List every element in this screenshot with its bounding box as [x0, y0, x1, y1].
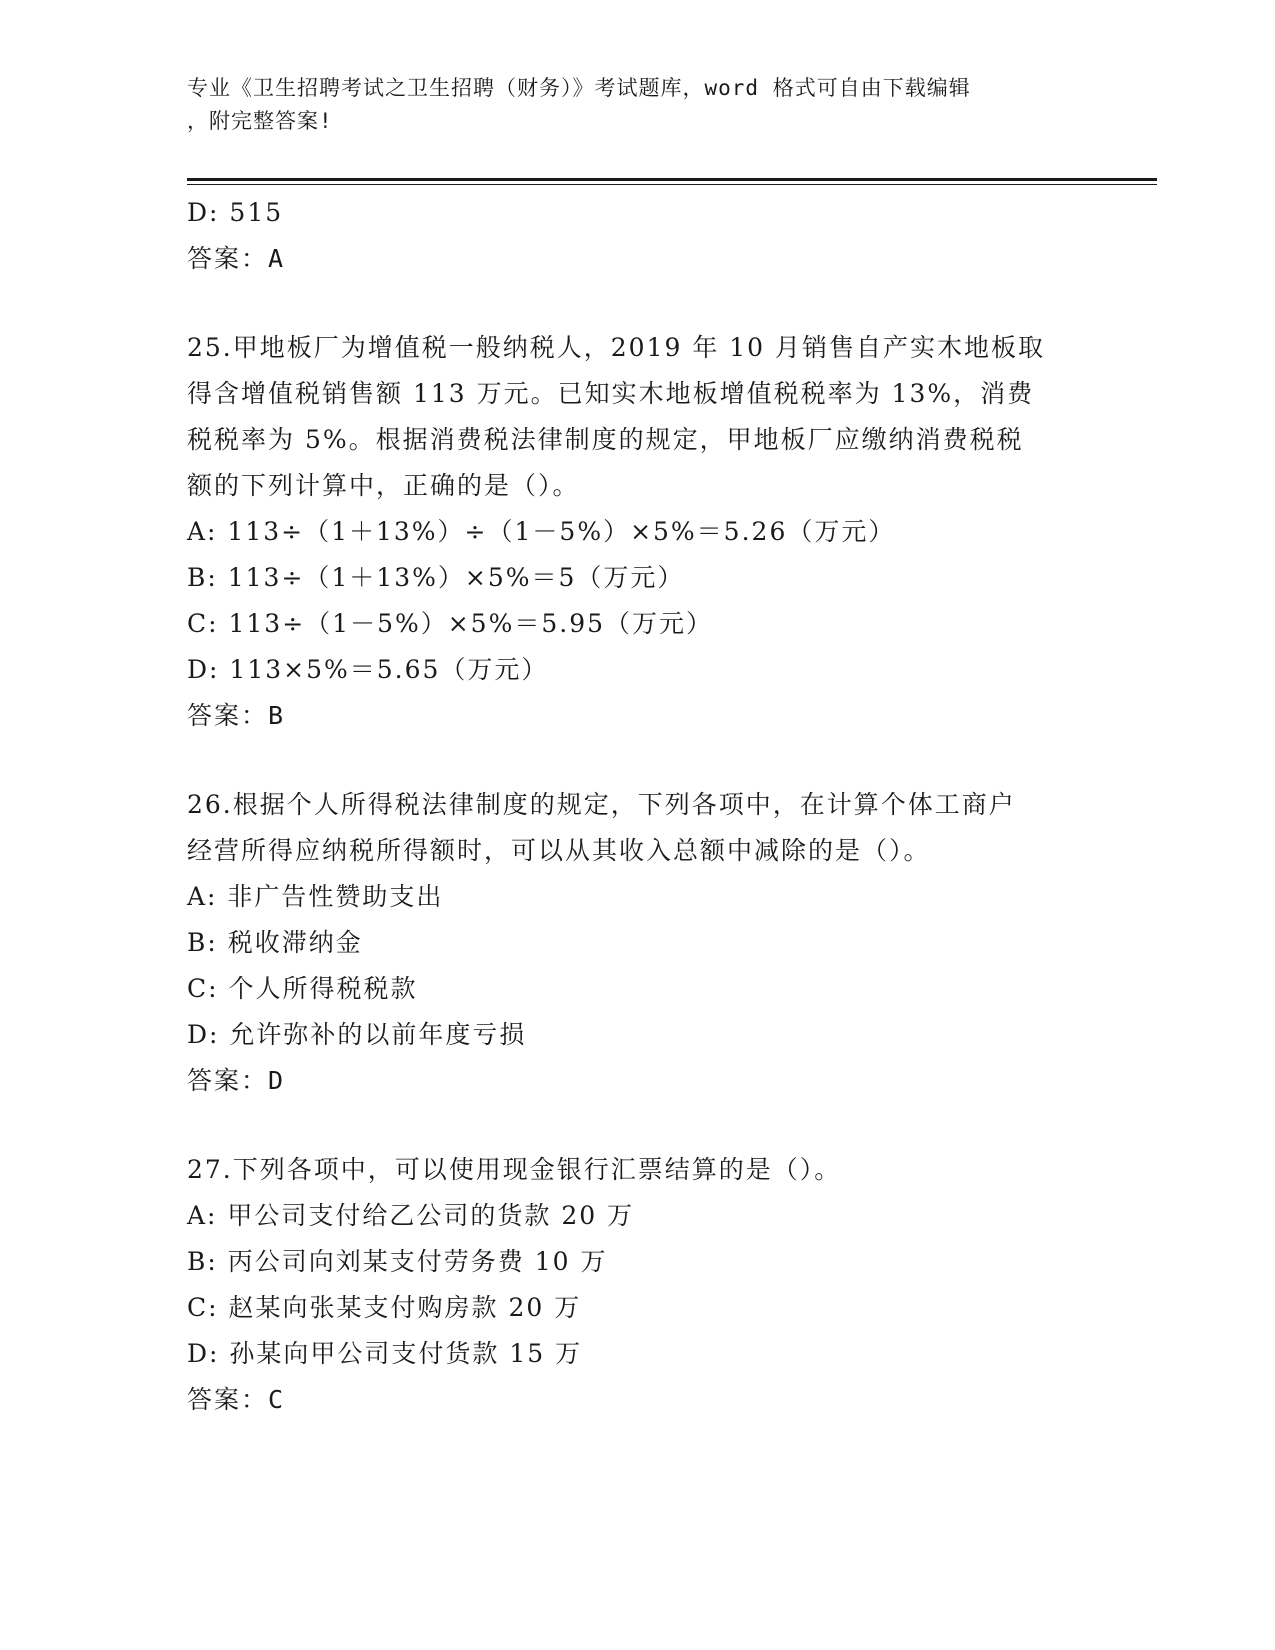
spacer	[187, 739, 1087, 782]
header-line-2: ，附完整答案!	[187, 109, 333, 133]
continued-question	[187, 190, 1087, 282]
option-c: C: 113÷（1－5%）×5%＝5.95（万元）	[187, 609, 714, 638]
option-b: B: 丙公司向刘某支付劳务费 10 万	[187, 1247, 608, 1276]
question-stem-line: 额的下列计算中，正确的是（）。	[187, 471, 580, 500]
answer-line: 答案：B	[187, 701, 286, 730]
option-c: C: 个人所得税税款	[187, 974, 418, 1003]
document-body	[187, 190, 1087, 1423]
question-stem-line: 26.根据个人所得税法律制度的规定，下列各项中，在计算个体工商户	[187, 790, 1016, 819]
answer-line: 答案：D	[187, 1066, 286, 1095]
question-stem-line: 税税率为 5%。根据消费税法律制度的规定，甲地板厂应缴纳消费税税	[187, 425, 1024, 454]
header-divider-thick	[187, 178, 1157, 181]
question-stem-line: 经营所得应纳税所得额时，可以从其收入总额中减除的是（）。	[187, 836, 931, 865]
document-header	[187, 72, 1067, 138]
answer-line: 答案：A	[187, 244, 286, 273]
question-stem-line: 得含增值税销售额 113 万元。已知实木地板增值税税率为 13%，消费	[187, 379, 1035, 408]
header-line-1: 专业《卫生招聘考试之卫生招聘（财务）》考试题库，word 格式可自由下载编辑	[187, 76, 971, 100]
option-b: B: 113÷（1＋13%）×5%＝5（万元）	[187, 563, 685, 592]
question-stem-line: 25.甲地板厂为增值税一般纳税人，2019 年 10 月销售自产实木地板取	[187, 333, 1046, 362]
option-b: B: 税收滞纳金	[187, 928, 363, 957]
option-d: D: 515	[187, 198, 284, 227]
option-a: A: 113÷（1＋13%）÷（1－5%）×5%＝5.26（万元）	[187, 517, 896, 546]
answer-line: 答案：C	[187, 1385, 286, 1414]
option-d: D: 孙某向甲公司支付货款 15 万	[187, 1339, 583, 1368]
option-a: A: 非广告性赞助支出	[187, 882, 444, 911]
question-26	[187, 782, 1087, 1104]
spacer	[187, 1104, 1087, 1147]
option-d: D: 113×5%＝5.65（万元）	[187, 655, 549, 684]
option-d: D: 允许弥补的以前年度亏损	[187, 1020, 527, 1049]
spacer	[187, 282, 1087, 325]
question-stem-line: 27.下列各项中，可以使用现金银行汇票结算的是（）。	[187, 1155, 842, 1184]
question-25	[187, 325, 1087, 739]
question-27	[187, 1147, 1087, 1423]
header-divider-thin	[187, 184, 1157, 185]
option-a: A: 甲公司支付给乙公司的货款 20 万	[187, 1201, 635, 1230]
option-c: C: 赵某向张某支付购房款 20 万	[187, 1293, 582, 1322]
